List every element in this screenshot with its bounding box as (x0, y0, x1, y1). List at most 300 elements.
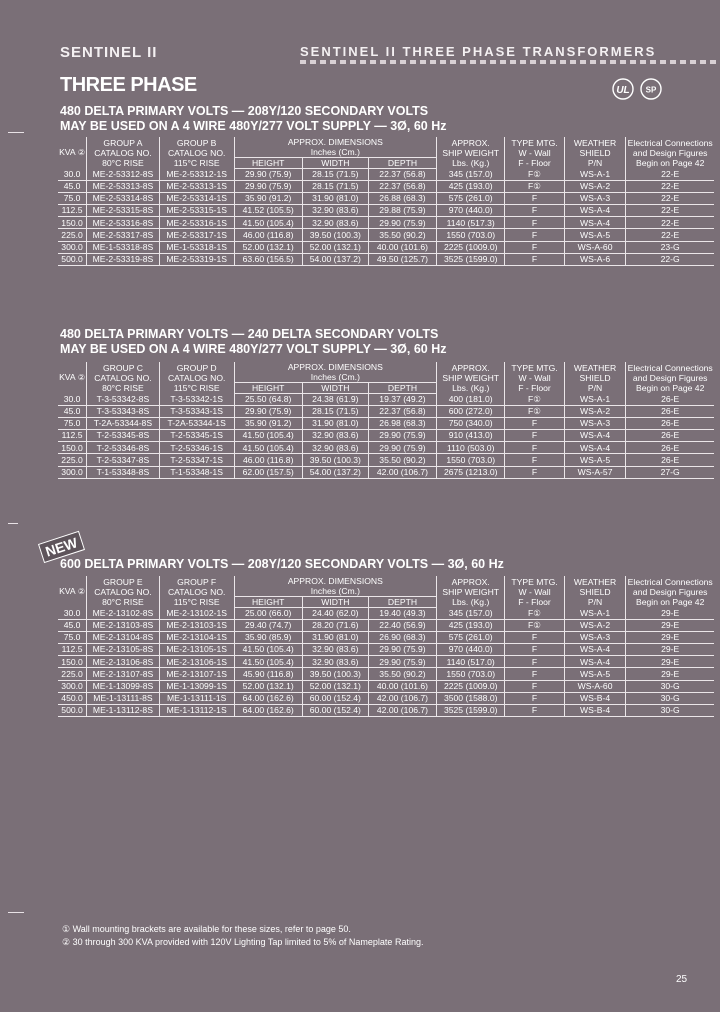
cell-weight: 1140 (517.0) (437, 656, 505, 668)
cell-mounting: F① (505, 619, 564, 631)
cell-height: 25.50 (64.8) (234, 393, 302, 405)
cell-width: 60.00 (152.4) (302, 705, 368, 717)
cell-catalog-80c: ME-2-13106-8S (87, 656, 160, 668)
cell-shield: WS-B-4 (564, 705, 626, 717)
cell-height: 46.00 (116.8) (234, 229, 302, 241)
group1-catalog: CATALOG NO. (94, 147, 152, 158)
cell-catalog-115c: ME-2-13105-1S (159, 644, 234, 656)
electrical-header (626, 137, 714, 168)
shield-line3: P/N (587, 157, 603, 168)
cell-catalog-80c: ME-2-13107-8S (87, 668, 160, 680)
mounting-line1: TYPE MTG. (511, 576, 558, 587)
cell-design-figure: 30-G (626, 705, 714, 717)
cell-catalog-115c: ME-1-13111-1S (159, 692, 234, 704)
cell-kva: 30.0 (58, 607, 87, 619)
cell-depth: 26.98 (68.3) (368, 417, 436, 429)
cell-weight: 425 (193.0) (437, 180, 505, 192)
cell-depth: 35.50 (90.2) (368, 668, 436, 680)
cell-catalog-115c: ME-2-53317-1S (159, 229, 234, 241)
cell-shield: WS-A-4 (564, 644, 626, 656)
cell-height: 29.90 (75.9) (234, 180, 302, 192)
cell-catalog-115c: T-3-53343-1S (159, 405, 234, 417)
cell-kva: 75.0 (58, 192, 87, 204)
mounting-line3: F - Floor (518, 157, 551, 168)
shield-header (564, 137, 626, 168)
electrical-line2: and Design Figures (632, 147, 708, 158)
cell-kva: 75.0 (58, 417, 87, 429)
weight-line2: SHIP WEIGHT (442, 147, 500, 158)
footnote-1: ① Wall mounting brackets are available for these sizes, refer to page 50. (62, 924, 351, 934)
cell-kva: 45.0 (58, 405, 87, 417)
header-rule (300, 60, 720, 64)
mounting-header (505, 362, 564, 393)
group-a-header (87, 576, 160, 607)
cell-design-figure: 29-E (626, 668, 714, 680)
cell-catalog-80c: ME-1-53318-8S (87, 241, 160, 253)
group1-rise: 80°C RISE (102, 157, 144, 168)
cell-kva: 300.0 (58, 241, 87, 253)
cell-width: 31.90 (81.0) (302, 631, 368, 643)
cell-width: 54.00 (137.2) (302, 466, 368, 478)
cell-width: 32.90 (83.6) (302, 205, 368, 217)
new-badge: NEW (38, 531, 85, 563)
cell-catalog-115c: T-1-53348-1S (159, 466, 234, 478)
cell-catalog-80c: ME-2-13104-8S (87, 631, 160, 643)
cell-depth: 42.00 (106.7) (368, 692, 436, 704)
cell-depth: 19.40 (49.3) (368, 607, 436, 619)
electrical-line3: Begin on Page 42 (636, 157, 705, 168)
cell-shield: WS-A-2 (564, 180, 626, 192)
cell-mounting: F (505, 253, 564, 265)
cell-design-figure: 26-E (626, 393, 714, 405)
dimensions-title: APPROX. DIMENSIONS (287, 362, 383, 372)
table-row (58, 607, 714, 619)
weight-header (437, 362, 505, 393)
cell-catalog-80c: ME-2-13105-8S (87, 644, 160, 656)
depth-header: DEPTH (368, 158, 436, 169)
group1-rise: 80°C RISE (102, 596, 144, 607)
cell-depth: 42.00 (106.7) (368, 705, 436, 717)
group1-name: GROUP E (103, 576, 143, 587)
cell-width: 52.00 (132.1) (302, 241, 368, 253)
electrical-header (626, 362, 714, 393)
group2-name: GROUP B (176, 137, 217, 148)
cell-design-figure: 30-G (626, 680, 714, 692)
cell-mounting: F (505, 417, 564, 429)
electrical-line1: Electrical Connections (627, 137, 713, 148)
cell-width: 28.15 (71.5) (302, 168, 368, 180)
table-row (58, 619, 714, 631)
cell-depth: 40.00 (101.6) (368, 241, 436, 253)
mounting-line2: W - Wall (518, 372, 551, 383)
cell-shield: WS-A-5 (564, 229, 626, 241)
cell-shield: WS-A-2 (564, 405, 626, 417)
cell-mounting: F (505, 430, 564, 442)
cell-height: 25.00 (66.0) (234, 607, 302, 619)
cell-width: 32.90 (83.6) (302, 644, 368, 656)
cell-height: 41.50 (105.4) (234, 430, 302, 442)
cell-catalog-115c: ME-2-53315-1S (159, 205, 234, 217)
cell-catalog-80c: T-3-53343-8S (87, 405, 160, 417)
edge-mark (8, 912, 24, 913)
cell-shield: WS-A-60 (564, 241, 626, 253)
cell-catalog-80c: T-2-53346-8S (87, 442, 160, 454)
mounting-line1: TYPE MTG. (511, 362, 558, 373)
cell-weight: 345 (157.0) (437, 607, 505, 619)
cell-height: 45.90 (116.8) (234, 668, 302, 680)
cell-design-figure: 27-G (626, 466, 714, 478)
table-row (58, 680, 714, 692)
table-row (58, 229, 714, 241)
cell-depth: 29.88 (75.9) (368, 205, 436, 217)
cell-weight: 345 (157.0) (437, 168, 505, 180)
cell-catalog-80c: ME-1-13099-8S (87, 680, 160, 692)
cell-catalog-115c: ME-1-13112-1S (159, 705, 234, 717)
cell-width: 31.90 (81.0) (302, 192, 368, 204)
cell-weight: 400 (181.0) (437, 393, 505, 405)
table-row (58, 442, 714, 454)
cell-depth: 29.90 (75.9) (368, 644, 436, 656)
cell-weight: 750 (340.0) (437, 417, 505, 429)
group2-catalog: CATALOG NO. (167, 147, 226, 158)
cell-catalog-80c: T-2-53345-8S (87, 430, 160, 442)
cell-depth: 49.50 (125.7) (368, 253, 436, 265)
mounting-line3: F - Floor (518, 596, 551, 607)
cell-design-figure: 29-E (626, 607, 714, 619)
cell-catalog-115c: ME-2-53316-1S (159, 217, 234, 229)
cell-depth: 29.90 (75.9) (368, 217, 436, 229)
cell-catalog-115c: ME-2-13106-1S (159, 656, 234, 668)
cell-width: 39.50 (100.3) (302, 229, 368, 241)
cell-width: 54.00 (137.2) (302, 253, 368, 265)
table-row (58, 656, 714, 668)
group1-name: GROUP A (103, 137, 143, 148)
height-header: HEIGHT (234, 158, 302, 169)
cell-shield: WS-A-5 (564, 454, 626, 466)
group-b-header (159, 362, 234, 393)
cell-weight: 1550 (703.0) (437, 229, 505, 241)
cell-mounting: F (505, 229, 564, 241)
cell-weight: 1140 (517.3) (437, 217, 505, 229)
cell-catalog-80c: ME-2-53316-8S (87, 217, 160, 229)
cell-width: 24.40 (62.0) (302, 607, 368, 619)
shield-header (564, 576, 626, 607)
table-row (58, 454, 714, 466)
cell-mounting: F (505, 454, 564, 466)
table-row (58, 466, 714, 478)
table-row (58, 644, 714, 656)
group2-rise: 115°C RISE (173, 382, 220, 393)
cell-height: 62.00 (157.5) (234, 466, 302, 478)
width-header: WIDTH (302, 158, 368, 169)
table-row (58, 668, 714, 680)
shield-line3: P/N (587, 382, 603, 393)
section-2-heading (60, 327, 446, 357)
depth-header: DEPTH (368, 597, 436, 608)
section-1-title-line1: 480 DELTA PRIMARY VOLTS — 208Y/120 SECONDARY VOLTS (60, 104, 429, 118)
group1-rise: 80°C RISE (102, 382, 144, 393)
cell-design-figure: 26-E (626, 442, 714, 454)
cell-shield: WS-A-3 (564, 417, 626, 429)
svg-text:SP: SP (645, 85, 657, 95)
cell-width: 32.90 (83.6) (302, 430, 368, 442)
cell-catalog-115c: ME-2-53312-1S (159, 168, 234, 180)
cell-weight: 1550 (703.0) (437, 668, 505, 680)
cell-depth: 40.00 (101.6) (368, 680, 436, 692)
electrical-line1: Electrical Connections (627, 362, 713, 373)
shield-line2: SHIELD (579, 147, 611, 158)
cell-kva: 112.5 (58, 644, 87, 656)
width-header: WIDTH (302, 597, 368, 608)
cell-height: 52.00 (132.1) (234, 241, 302, 253)
cell-catalog-80c: ME-2-53315-8S (87, 205, 160, 217)
section-2-title-line2: MAY BE USED ON A 4 WIRE 480Y/277 VOLT SUPPLY — 3Ø, 60 Hz (60, 342, 447, 356)
cell-mounting: F (505, 217, 564, 229)
cell-shield: WS-A-6 (564, 253, 626, 265)
cell-shield: WS-A-4 (564, 656, 626, 668)
cell-shield: WS-A-4 (564, 430, 626, 442)
group2-catalog: CATALOG NO. (167, 586, 226, 597)
kva-header-label: KVA (59, 586, 76, 596)
cell-catalog-115c: T-2-53345-1S (159, 430, 234, 442)
cell-design-figure: 22-G (626, 253, 714, 265)
cell-kva: 30.0 (58, 393, 87, 405)
weight-line3: Lbs. (Kg.) (452, 596, 490, 607)
shield-header (564, 362, 626, 393)
electrical-header (626, 576, 714, 607)
cell-weight: 2225 (1009.0) (437, 241, 505, 253)
cell-weight: 910 (413.0) (437, 430, 505, 442)
cell-kva: 45.0 (58, 619, 87, 631)
cell-mounting: F (505, 241, 564, 253)
cell-shield: WS-A-4 (564, 205, 626, 217)
cell-weight: 425 (193.0) (437, 619, 505, 631)
cell-height: 64.00 (162.6) (234, 692, 302, 704)
cell-design-figure: 22-E (626, 217, 714, 229)
cell-height: 41.50 (105.4) (234, 442, 302, 454)
cell-kva: 150.0 (58, 442, 87, 454)
electrical-line2: and Design Figures (632, 372, 708, 383)
group2-name: GROUP F (177, 576, 217, 587)
cell-catalog-80c: T-2-53347-8S (87, 454, 160, 466)
cell-shield: WS-A-1 (564, 607, 626, 619)
cell-height: 29.40 (74.7) (234, 619, 302, 631)
cell-catalog-80c: T-1-53348-8S (87, 466, 160, 478)
dimensions-units: Inches (Cm.) (310, 147, 360, 157)
cell-kva: 150.0 (58, 656, 87, 668)
cell-depth: 35.50 (90.2) (368, 454, 436, 466)
cell-depth: 26.88 (68.3) (368, 192, 436, 204)
cell-shield: WS-A-1 (564, 168, 626, 180)
mounting-line1: TYPE MTG. (511, 137, 558, 148)
cell-depth: 22.37 (56.8) (368, 405, 436, 417)
dimensions-title: APPROX. DIMENSIONS (287, 137, 383, 147)
cell-catalog-115c: ME-2-53314-1S (159, 192, 234, 204)
section-1-table (58, 137, 714, 266)
cell-catalog-80c: ME-2-53313-8S (87, 180, 160, 192)
cell-height: 64.00 (162.6) (234, 705, 302, 717)
electrical-line1: Electrical Connections (627, 576, 713, 587)
cell-shield: WS-A-60 (564, 680, 626, 692)
cell-kva: 112.5 (58, 430, 87, 442)
table-row (58, 217, 714, 229)
cell-shield: WS-A-4 (564, 217, 626, 229)
cell-weight: 1550 (703.0) (437, 454, 505, 466)
cell-shield: WS-A-5 (564, 668, 626, 680)
cell-catalog-115c: ME-1-13099-1S (159, 680, 234, 692)
cell-design-figure: 26-E (626, 430, 714, 442)
cell-design-figure: 26-E (626, 405, 714, 417)
width-header: WIDTH (302, 383, 368, 394)
cell-catalog-80c: ME-2-53314-8S (87, 192, 160, 204)
cell-weight: 575 (261.0) (437, 192, 505, 204)
group1-name: GROUP C (102, 362, 143, 373)
cell-width: 32.90 (83.6) (302, 656, 368, 668)
table-row (58, 393, 714, 405)
cell-mounting: F① (505, 180, 564, 192)
cell-catalog-80c: ME-1-13111-8S (87, 692, 160, 704)
cell-catalog-80c: ME-2-13102-8S (87, 607, 160, 619)
cell-catalog-80c: ME-2-53317-8S (87, 229, 160, 241)
cell-catalog-115c: ME-1-53318-1S (159, 241, 234, 253)
cell-catalog-80c: ME-2-53312-8S (87, 168, 160, 180)
dimensions-units: Inches (Cm.) (310, 372, 360, 382)
height-header: HEIGHT (234, 383, 302, 394)
cell-kva: 225.0 (58, 668, 87, 680)
cell-mounting: F (505, 668, 564, 680)
cell-shield: WS-A-4 (564, 442, 626, 454)
cell-design-figure: 22-E (626, 205, 714, 217)
kva-header-label: KVA (59, 147, 76, 157)
cell-weight: 3525 (1599.0) (437, 253, 505, 265)
weight-line3: Lbs. (Kg.) (452, 382, 490, 393)
group-b-header (159, 137, 234, 168)
cell-width: 52.00 (132.1) (302, 680, 368, 692)
cell-design-figure: 22-E (626, 168, 714, 180)
cell-depth: 29.90 (75.9) (368, 442, 436, 454)
cell-mounting: F (505, 442, 564, 454)
weight-line3: Lbs. (Kg.) (452, 157, 490, 168)
cell-mounting: F (505, 692, 564, 704)
table-row (58, 205, 714, 217)
electrical-line3: Begin on Page 42 (636, 596, 705, 607)
mounting-header (505, 576, 564, 607)
cell-depth: 35.50 (90.2) (368, 229, 436, 241)
footnote-ref-icon: ② (75, 148, 86, 157)
cell-depth: 22.37 (56.8) (368, 168, 436, 180)
cell-mounting: F (505, 656, 564, 668)
group-b-header (159, 576, 234, 607)
cell-catalog-80c: ME-1-13112-8S (87, 705, 160, 717)
kva-header (58, 137, 87, 168)
cell-depth: 22.40 (56.9) (368, 619, 436, 631)
cell-depth: 22.37 (56.8) (368, 180, 436, 192)
cell-weight: 2675 (1213.0) (437, 466, 505, 478)
cell-kva: 225.0 (58, 229, 87, 241)
cell-width: 39.50 (100.3) (302, 454, 368, 466)
cell-catalog-115c: ME-2-13107-1S (159, 668, 234, 680)
dimensions-header (234, 362, 437, 383)
group1-catalog: CATALOG NO. (94, 372, 152, 383)
weight-header (437, 137, 505, 168)
weight-header (437, 576, 505, 607)
cell-mounting: F① (505, 168, 564, 180)
footnote-ref-icon: ② (75, 587, 86, 596)
cell-weight: 970 (440.0) (437, 205, 505, 217)
table-row (58, 253, 714, 265)
cell-depth: 29.90 (75.9) (368, 656, 436, 668)
cell-catalog-115c: T-2A-53344-1S (159, 417, 234, 429)
table-row (58, 241, 714, 253)
cell-design-figure: 30-G (626, 692, 714, 704)
cell-width: 28.15 (71.5) (302, 180, 368, 192)
section-3-title-line1: 600 DELTA PRIMARY VOLTS — 208Y/120 SECONDARY VOLTS — 3Ø, 60 Hz (60, 557, 504, 571)
kva-header-label: KVA (59, 372, 76, 382)
dimensions-header (234, 137, 437, 158)
cell-weight: 1110 (503.0) (437, 442, 505, 454)
cell-kva: 300.0 (58, 466, 87, 478)
cell-mounting: F (505, 192, 564, 204)
shield-line2: SHIELD (579, 586, 611, 597)
table-row (58, 430, 714, 442)
cell-height: 29.90 (75.9) (234, 168, 302, 180)
cell-kva: 75.0 (58, 631, 87, 643)
cell-catalog-115c: ME-2-13103-1S (159, 619, 234, 631)
cell-shield: WS-A-1 (564, 393, 626, 405)
depth-header: DEPTH (368, 383, 436, 394)
cell-catalog-115c: T-2-53347-1S (159, 454, 234, 466)
cell-mounting: F (505, 705, 564, 717)
cell-kva: 112.5 (58, 205, 87, 217)
cell-design-figure: 29-E (626, 631, 714, 643)
table-row (58, 692, 714, 704)
table-row (58, 405, 714, 417)
cell-design-figure: 29-E (626, 656, 714, 668)
cell-depth: 26.90 (68.3) (368, 631, 436, 643)
table-row (58, 417, 714, 429)
group1-catalog: CATALOG NO. (94, 586, 152, 597)
cell-design-figure: 29-E (626, 619, 714, 631)
ul-icon (612, 78, 634, 100)
dimensions-title: APPROX. DIMENSIONS (287, 576, 383, 586)
cell-design-figure: 29-E (626, 644, 714, 656)
cell-design-figure: 22-E (626, 180, 714, 192)
cell-weight: 3525 (1599.0) (437, 705, 505, 717)
group-a-header (87, 362, 160, 393)
group2-rise: 115°C RISE (173, 157, 220, 168)
cell-catalog-80c: T-3-53342-8S (87, 393, 160, 405)
cell-weight: 575 (261.0) (437, 631, 505, 643)
weight-line1: APPROX. (451, 362, 490, 373)
electrical-line2: and Design Figures (632, 586, 708, 597)
dimensions-header (234, 576, 437, 597)
mounting-header (505, 137, 564, 168)
cell-shield: WS-A-2 (564, 619, 626, 631)
cell-shield: WS-B-4 (564, 692, 626, 704)
edge-mark (8, 132, 24, 133)
kva-header (58, 362, 87, 393)
section-2-title-line1: 480 DELTA PRIMARY VOLTS — 240 DELTA SECONDARY VOLTS (60, 327, 439, 341)
table-row (58, 180, 714, 192)
cell-mounting: F (505, 631, 564, 643)
weight-line1: APPROX. (451, 576, 490, 587)
group2-name: GROUP D (176, 362, 217, 373)
kva-header (58, 576, 87, 607)
cell-shield: WS-A-3 (564, 631, 626, 643)
cell-depth: 19.37 (49.2) (368, 393, 436, 405)
cell-width: 24.38 (61.9) (302, 393, 368, 405)
group-a-header (87, 137, 160, 168)
